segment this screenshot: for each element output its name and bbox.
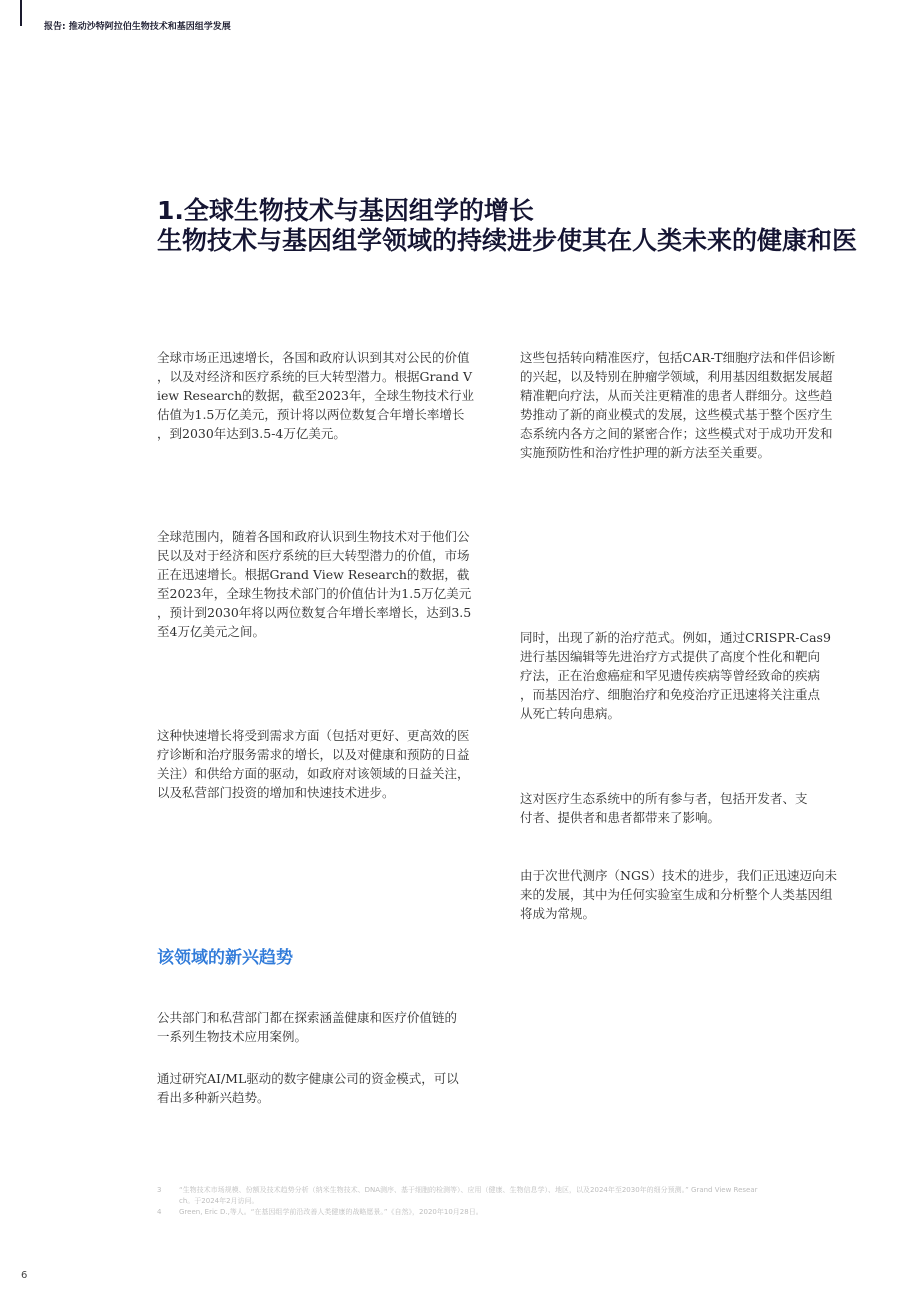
- text-line: 正在迅速增长。根据Grand View Research的数据，截: [157, 567, 470, 582]
- text-line: 疗诊断和治疗服务需求的增长，以及对健康和预防的日益: [157, 747, 470, 762]
- footnote-4: [179, 1207, 483, 1218]
- footnote-number: 4: [157, 1208, 162, 1216]
- text-line: 付者、提供者和患者都带来了影响。: [520, 810, 721, 825]
- right-paragraph-4: [520, 866, 852, 923]
- text-line: 这些包括转向精准医疗，包括CAR-T细胞疗法和伴侣诊断: [520, 350, 836, 365]
- report-header: 报告: 推动沙特阿拉伯生物技术和基因组学发展: [44, 22, 231, 32]
- text-line: 进行基因编辑等先进治疗方式提供了高度个性化和靶向: [520, 649, 821, 664]
- section-heading: [157, 196, 857, 256]
- footnote-line: “生物技术市场规模、份额及技术趋势分析（纳米生物技术、DNA测序、基于细胞的检测等）、应用（健康、生物信息学）、地区，以及2024年至2030年的细分预测。” Grand View Resear: [179, 1186, 758, 1194]
- text-line: 通过研究AI/ML驱动的数字健康公司的资金模式，可以: [157, 1071, 459, 1086]
- text-line: 势推动了新的商业模式的发展，这些模式基于整个医疗生: [520, 407, 833, 422]
- right-paragraph-1: [520, 348, 852, 462]
- text-line: 从死亡转向患病。: [520, 706, 621, 721]
- text-line: ，以及对经济和医疗系统的巨大转型潜力。根据Grand V: [157, 369, 472, 384]
- heading-line-2: 生物技术与基因组学领域的持续进步使其在人类未来的健康和医: [157, 226, 858, 255]
- left-paragraph-3: [157, 726, 487, 802]
- text-line: 关注）和供给方面的驱动，如政府对该领域的日益关注，: [157, 766, 470, 781]
- text-line: iew Research的数据，截至2023年，全球生物技术行业: [157, 388, 474, 403]
- trends-title: 该领域的新兴趋势: [157, 948, 293, 968]
- page-number: 6: [21, 1270, 28, 1281]
- text-line: 公共部门和私营部门都在探索涵盖健康和医疗价值链的: [157, 1010, 458, 1025]
- text-line: 全球范围内，随着各国和政府认识到生物技术对于他们公: [157, 529, 470, 544]
- text-line: 看出多种新兴趋势。: [157, 1090, 270, 1105]
- right-paragraph-2: [520, 628, 852, 723]
- right-paragraph-3: [520, 789, 852, 827]
- text-line: 一系列生物技术应用案例。: [157, 1029, 308, 1044]
- left-paragraph-1: [157, 348, 487, 443]
- text-line: 实施预防性和治疗性护理的新方法至关重要。: [520, 445, 771, 460]
- footnote-3: [179, 1185, 758, 1207]
- text-line: 估值为1.5万亿美元，预计将以两位数复合年增长率增长: [157, 407, 465, 422]
- footnote-line: Green, Eric D.,等人。“在基因组学前沿改善人类健康的战略愿景。”《自然》，2020年10月28日。: [179, 1208, 483, 1216]
- text-line: 同时，出现了新的治疗范式。例如，通过CRISPR-Cas9: [520, 630, 831, 645]
- text-line: 精准靶向疗法，从而关注更精准的患者人群细分。这些趋: [520, 388, 833, 403]
- text-line: 这对医疗生态系统中的所有参与者，包括开发者、支: [520, 791, 808, 806]
- footnote-number: 3: [157, 1186, 162, 1194]
- left-paragraph-2: [157, 527, 487, 641]
- text-line: ，而基因治疗、细胞治疗和免疫治疗正迅速将关注重点: [520, 687, 821, 702]
- text-line: 由于次世代测序（NGS）技术的进步，我们正迅速迈向未: [520, 868, 837, 883]
- text-line: ，到2030年达到3.5-4万亿美元。: [157, 426, 346, 441]
- text-line: 至4万亿美元之间。: [157, 624, 265, 639]
- text-line: 来的发展，其中为任何实验室生成和分析整个人类基因组: [520, 887, 833, 902]
- header-rule: [20, 0, 22, 26]
- text-line: 态系统内各方之间的紧密合作；这些模式对于成功开发和: [520, 426, 833, 441]
- heading-line-1: 1.全球生物技术与基因组学的增长: [157, 196, 534, 225]
- text-line: 的兴起，以及特别在肿瘤学领域，利用基因组数据发展超: [520, 369, 833, 384]
- text-line: 至2023年，全球生物技术部门的价值估计为1.5万亿美元: [157, 586, 472, 601]
- trends-paragraph-2: [157, 1069, 487, 1107]
- text-line: 疗法，正在治愈癌症和罕见遗传疾病等曾经致命的疾病: [520, 668, 821, 683]
- text-line: 将成为常规。: [520, 906, 596, 921]
- text-line: 以及私营部门投资的增加和快速技术进步。: [157, 785, 395, 800]
- text-line: ，预计到2030年将以两位数复合年增长率增长，达到3.5: [157, 605, 472, 620]
- trends-paragraph-1: [157, 1008, 487, 1046]
- text-line: 民以及对于经济和医疗系统的巨大转型潜力的价值，市场: [157, 548, 470, 563]
- text-line: 这种快速增长将受到需求方面（包括对更好、更高效的医: [157, 728, 470, 743]
- text-line: 全球市场正迅速增长，各国和政府认识到其对公民的价值: [157, 350, 470, 365]
- footnote-line: ch。于2024年2月访问。: [179, 1197, 259, 1205]
